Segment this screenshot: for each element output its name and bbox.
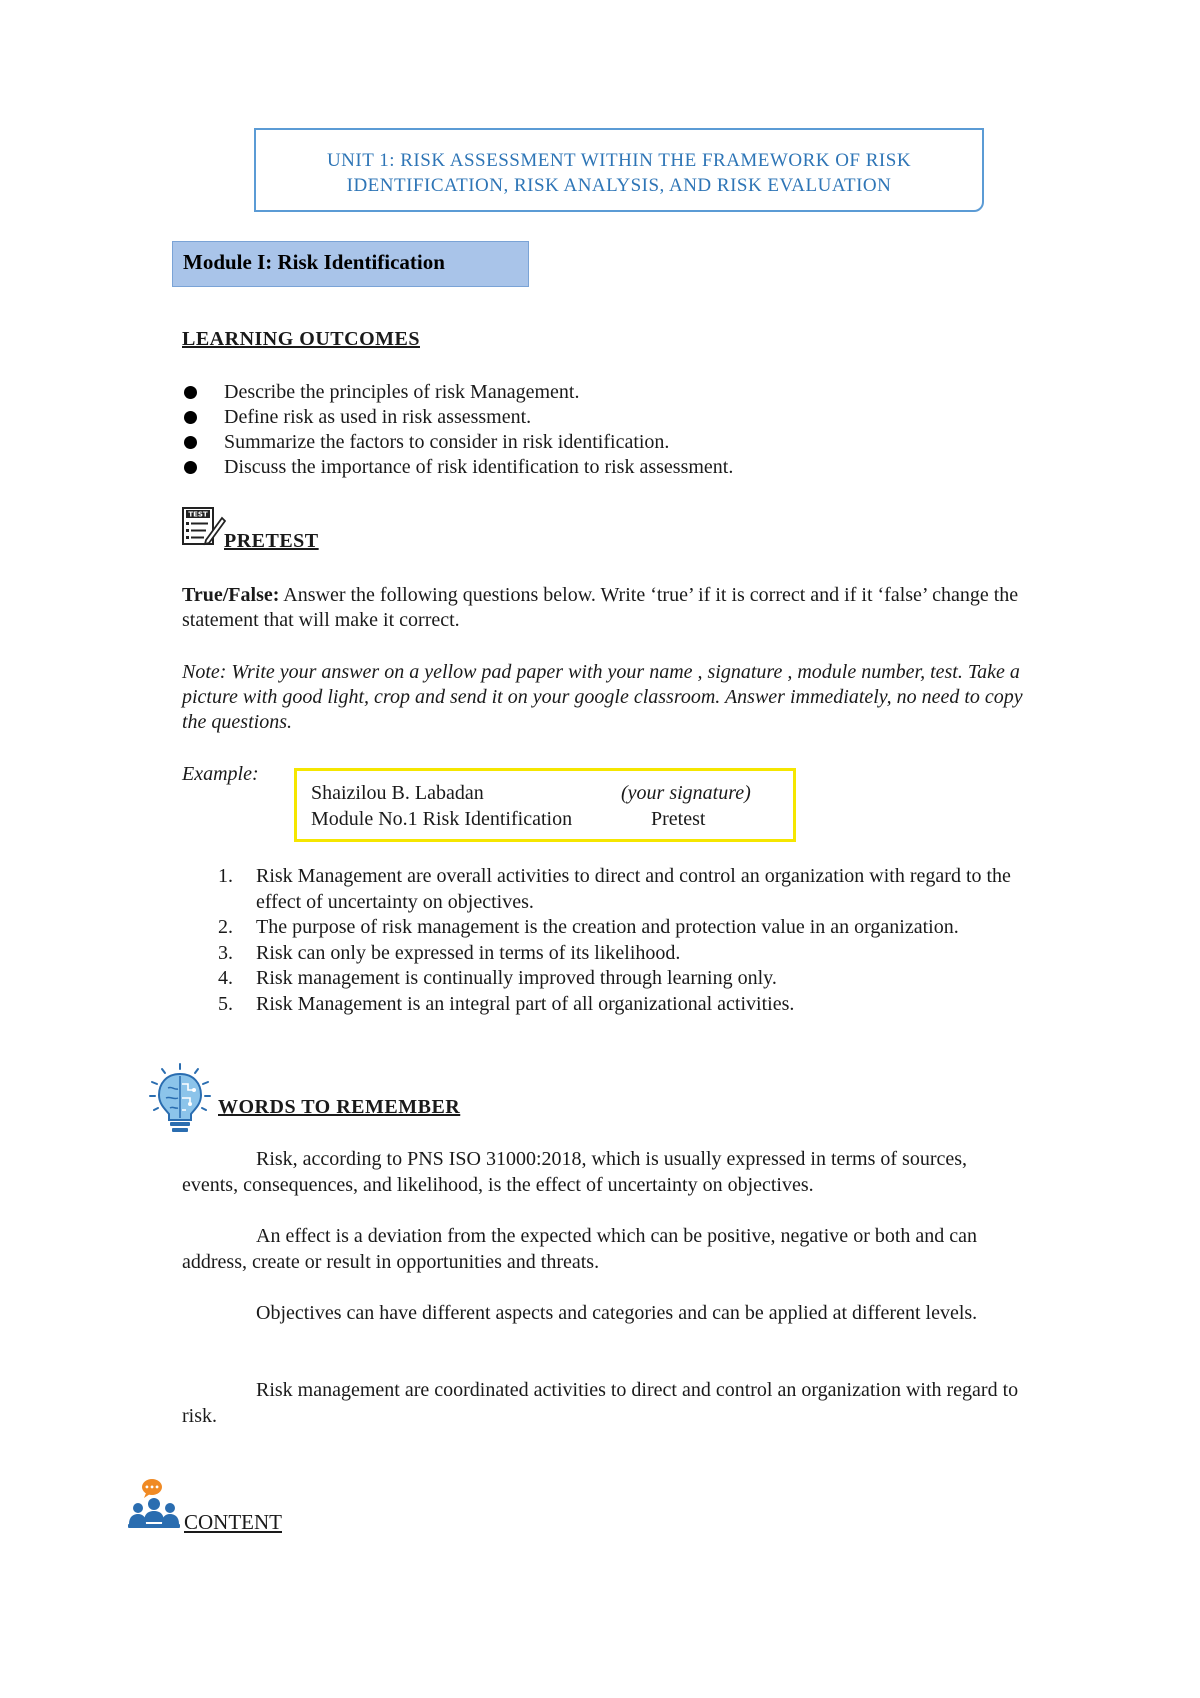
unit-title-line-1: UNIT 1: RISK ASSESSMENT WITHIN THE FRAMEWORK OF RISK bbox=[326, 150, 912, 171]
list-item: Define risk as used in risk assessment. bbox=[184, 405, 1084, 430]
example-label: Example: bbox=[182, 763, 259, 785]
pretest-questions bbox=[218, 864, 1018, 1017]
definition-effect: An effect is a deviation from the expected which can be positive, negative or both and can address, create or result in opportunities and threats. bbox=[182, 1225, 978, 1273]
test-icon-label: TEST bbox=[188, 510, 208, 519]
definition-objectives: Objectives can have different aspects and categories and can be applied at different levels. bbox=[256, 1302, 978, 1324]
bullet-icon bbox=[184, 461, 197, 474]
group-discussion-icon bbox=[126, 1478, 182, 1532]
list-item: 2. The purpose of risk management is the creation and protection value in an organization. bbox=[218, 916, 959, 938]
bullet-icon bbox=[184, 386, 197, 399]
test-sheet-icon bbox=[182, 506, 226, 548]
module-title: Module I: Risk Identification bbox=[172, 241, 529, 287]
unit-title-box bbox=[254, 128, 984, 212]
pretest-instruction: True/False: Answer the following questions below. Write ‘true’ if it is correct and if it ‘false’ change the statement that will make it correct. bbox=[182, 584, 1019, 631]
list-item: 4. Risk management is continually improved through learning only. bbox=[218, 967, 777, 989]
list-item: Discuss the importance of risk identification to risk assessment. bbox=[184, 455, 1084, 480]
words-to-remember-heading: WORDS TO REMEMBER bbox=[218, 1096, 461, 1118]
pretest-heading: PRETEST bbox=[224, 530, 319, 552]
list-item: 3. Risk can only be expressed in terms of its likelihood. bbox=[218, 941, 681, 964]
list-item: Describe the principles of risk Management. bbox=[184, 380, 1084, 405]
unit-title-line-2: IDENTIFICATION, RISK ANALYSIS, AND RISK EVALUATION bbox=[346, 175, 892, 196]
true-false-label: True/False: bbox=[182, 584, 280, 606]
list-item: 1. Risk Management are overall activities to direct and control an organization with regard to the effect of uncertainty on objectives. bbox=[218, 865, 1011, 913]
definition-risk-management: Risk management are coordinated activities to direct and control an organization with regard to risk. bbox=[182, 1379, 1019, 1427]
list-item: Summarize the factors to consider in risk identification. bbox=[184, 430, 1084, 455]
brain-lightbulb-icon bbox=[148, 1062, 212, 1136]
bubble-dots: ••• bbox=[144, 1483, 160, 1492]
content-heading: CONTENT bbox=[184, 1510, 282, 1534]
example-signature: (your signature) bbox=[621, 782, 751, 804]
learning-outcomes-list bbox=[184, 380, 1084, 480]
example-name: Shaizilou B. Labadan bbox=[311, 782, 484, 804]
definition-risk: Risk, according to PNS ISO 31000:2018, which is usually expressed in terms of sources, events, consequences, and likelihood, is the effect of uncertainty on objectives. bbox=[182, 1148, 968, 1196]
example-box bbox=[294, 768, 796, 842]
bullet-icon bbox=[184, 411, 197, 424]
learning-outcomes-heading: LEARNING OUTCOMES bbox=[182, 328, 420, 350]
bullet-icon bbox=[184, 436, 197, 449]
list-item: 5. Risk Management is an integral part of all organizational activities. bbox=[218, 992, 795, 1015]
example-test: Pretest bbox=[651, 808, 706, 830]
example-module: Module No.1 Risk Identification bbox=[311, 808, 573, 830]
pretest-note: Note: Write your answer on a yellow pad paper with your name , signature , module number, test. Take a picture with good light, crop and send it on your google classroom. Answer immediately, no need to copy the questions. bbox=[182, 661, 1023, 733]
